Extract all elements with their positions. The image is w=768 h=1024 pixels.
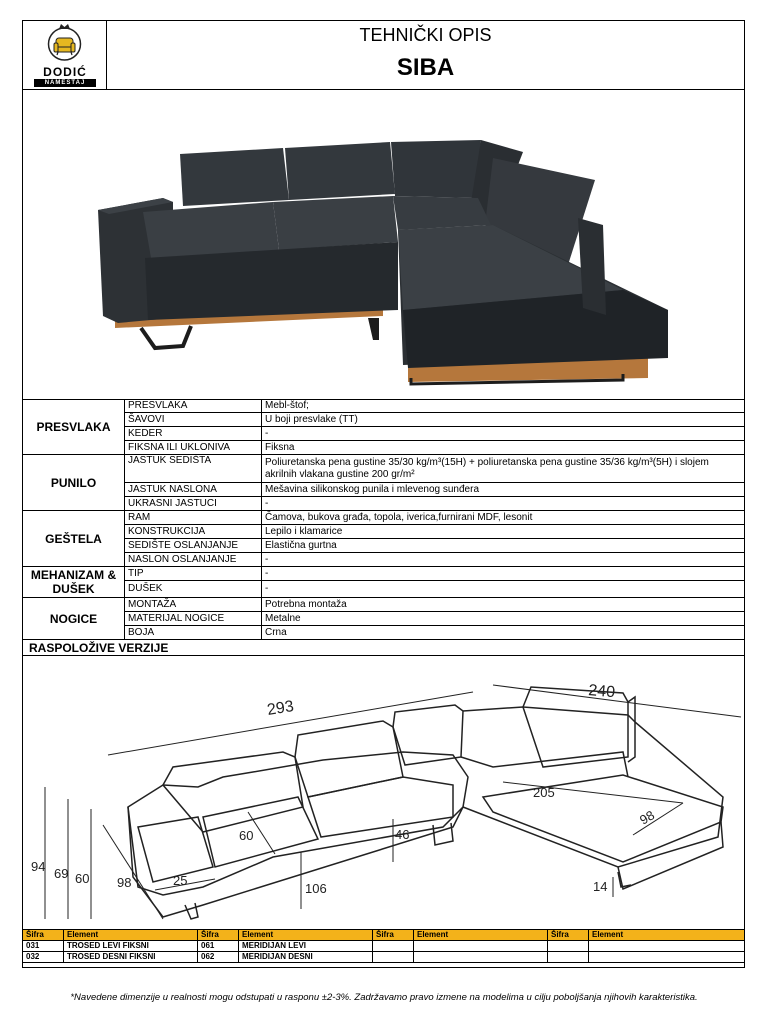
- code-cell: 032: [23, 952, 64, 963]
- spec-value: -: [262, 567, 745, 581]
- element-cell: [589, 941, 745, 952]
- version-codes-table: [23, 929, 744, 963]
- spec-sheet: [22, 20, 745, 968]
- product-name: SIBA: [396, 54, 455, 81]
- dim-seat-height: 46: [395, 827, 410, 842]
- logo-text: DODIĆ: [43, 65, 87, 79]
- col-element-header: Element: [414, 930, 548, 941]
- footnote: *Navedene dimenzije u realnosti mogu odstupati u rasponu ±2-3%. Zadržavamo pravo izmene na modelima u cilju poboljšanja njihovih karakteristika.: [70, 992, 698, 1003]
- spec-value: Elastična gurtna: [262, 539, 745, 553]
- corner-sofa-illustration: [23, 90, 744, 399]
- dim-leg-height: 14: [593, 879, 608, 894]
- dim-chaise-width: 98: [637, 807, 658, 828]
- element-cell: TROSED LEVI FIKSNI: [64, 941, 198, 952]
- dim-cushion-depth: 60: [239, 828, 254, 843]
- sofa-dimension-diagram: [23, 657, 744, 928]
- code-cell: 062: [198, 952, 239, 963]
- dimension-drawing: [23, 657, 744, 928]
- spec-label: KEDER: [125, 427, 262, 441]
- dim-height-arm: 60: [75, 871, 90, 886]
- code-cell: [373, 952, 414, 963]
- spec-label: TIP: [125, 567, 262, 581]
- spec-value: -: [262, 427, 745, 441]
- spec-label: MATERIJAL NOGICE: [125, 612, 262, 626]
- spec-value: -: [262, 553, 745, 567]
- element-cell: TROSED DESNI FIKSNI: [64, 952, 198, 963]
- col-element-header: Element: [239, 930, 373, 941]
- spec-label: BOJA: [125, 626, 262, 640]
- armchair-crown-logo-icon: [23, 21, 106, 67]
- code-cell: 061: [198, 941, 239, 952]
- spec-value: U boji presvlake (TT): [262, 413, 745, 427]
- code-cell: [373, 941, 414, 952]
- document-title: TEHNIČKI OPIS: [359, 25, 492, 45]
- spec-value: Potrebna montaža: [262, 598, 745, 612]
- group-punilo: PUNILO: [23, 455, 125, 511]
- spec-value: Mešavina silikonskog punila i mlevenog sunđera: [262, 483, 745, 497]
- brand-logo: [23, 21, 107, 89]
- code-cell: 031: [23, 941, 64, 952]
- code-cell: [548, 941, 589, 952]
- header: [23, 21, 744, 90]
- spec-value: Metalne: [262, 612, 745, 626]
- element-cell: MERIDIJAN LEVI: [239, 941, 373, 952]
- dim-height-back: 69: [54, 866, 69, 881]
- col-code-header: Šifra: [23, 930, 64, 941]
- col-code-header: Šifra: [198, 930, 239, 941]
- spec-table: [23, 399, 744, 640]
- spec-value: Fiksna: [262, 441, 745, 455]
- element-cell: [589, 952, 745, 963]
- spec-label: KONSTRUKCIJA: [125, 525, 262, 539]
- spec-label: RAM: [125, 511, 262, 525]
- group-nogice: NOGICE: [23, 598, 125, 640]
- spec-value: Poliuretanska pena gustine 35/30 kg/m³(15H) + poliuretanska pena gustine 35/36 kg/m³(5H) i slojem akrilnih vlakana gustine 200 gr/m²: [262, 455, 745, 483]
- dim-seat-width: 106: [305, 881, 327, 896]
- spec-label: DUŠEK: [125, 581, 262, 598]
- spec-value: Čamova, bukova građa, topola, iverica,furnirani MDF, lesonit: [262, 511, 745, 525]
- col-code-header: Šifra: [373, 930, 414, 941]
- code-cell: [548, 952, 589, 963]
- element-cell: [414, 952, 548, 963]
- group-gestela: GEŠTELA: [23, 511, 125, 567]
- dim-chaise-length: 205: [533, 785, 555, 800]
- spec-value: -: [262, 581, 745, 598]
- spec-value: Lepilo i klamarice: [262, 525, 745, 539]
- product-photo: [23, 90, 744, 400]
- col-element-header: Element: [589, 930, 745, 941]
- versions-title: RASPOLOŽIVE VERZIJE: [23, 641, 744, 656]
- group-mehanizam: MEHANIZAM & DUŠEK: [23, 567, 125, 598]
- dim-depth-main: 98: [117, 875, 132, 890]
- spec-value: Mebl-štof;: [262, 399, 745, 413]
- element-cell: MERIDIJAN DESNI: [239, 952, 373, 963]
- spec-label: SEDIŠTE OSLANJANJE: [125, 539, 262, 553]
- spec-label: MONTAŽA: [125, 598, 262, 612]
- spec-label: FIKSNA ILI UKLONIVA: [125, 441, 262, 455]
- dim-length-side: 240: [587, 682, 616, 702]
- spec-label: JASTUK NASLONA: [125, 483, 262, 497]
- spec-label: ŠAVOVI: [125, 413, 262, 427]
- dim-arm-width: 25: [173, 873, 188, 888]
- spec-label: JASTUK SEDIŠTA: [125, 455, 262, 483]
- spec-label: PRESVLAKA: [125, 399, 262, 413]
- element-cell: [414, 941, 548, 952]
- spec-value: -: [262, 497, 745, 511]
- group-presvlaka: PRESVLAKA: [23, 399, 125, 455]
- dim-height-total: 94: [31, 859, 46, 874]
- spec-label: UKRASNI JASTUCI: [125, 497, 262, 511]
- col-element-header: Element: [64, 930, 198, 941]
- col-code-header: Šifra: [548, 930, 589, 941]
- spec-label: NASLON OSLANJANJE: [125, 553, 262, 567]
- spec-value: Crna: [262, 626, 745, 640]
- dim-length-main: 293: [265, 697, 296, 719]
- logo-subtext: NAMEŠTAJ: [34, 79, 96, 87]
